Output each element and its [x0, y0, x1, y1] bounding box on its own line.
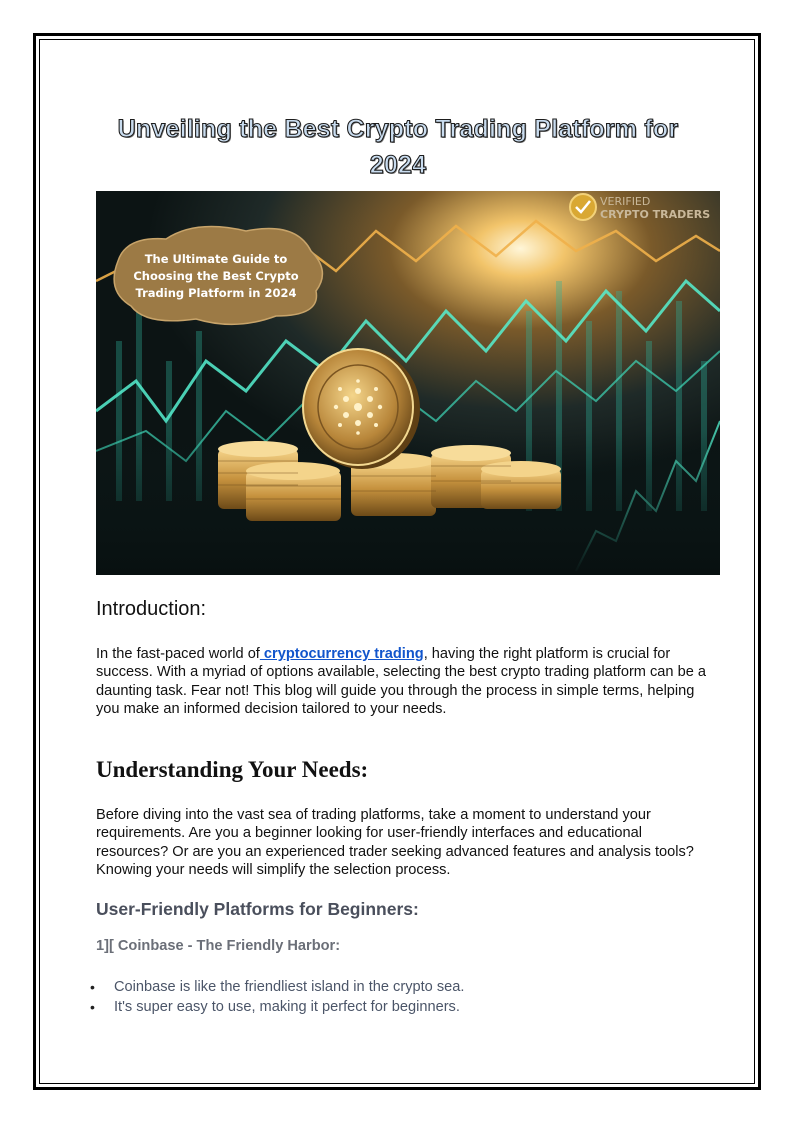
badge-line-2: Choosing the Best Crypto: [133, 269, 299, 283]
list-item: [90, 997, 696, 1017]
badge-line-3: Trading Platform in 2024: [135, 286, 297, 300]
needs-heading: Understanding Your Needs:: [96, 757, 369, 782]
coinbase-bullet-list: [90, 977, 696, 1017]
guide-badge: [114, 227, 322, 325]
needs-paragraph: Before diving into the vast sea of trading platforms, take a moment to understand your requirements. Are you a beginner looking for user-friendly interfaces and educational resources? Or are you an experienced trader seeking advanced features and analysis tools? Knowing your needs will simplify the selection process.: [96, 807, 694, 879]
intro-heading: Introduction:: [96, 598, 207, 620]
list-item: [90, 977, 696, 997]
cryptocurrency-trading-link[interactable]: cryptocurrency trading: [259, 646, 424, 662]
coinbase-heading: 1][ Coinbase - The Friendly Harbor:: [96, 938, 341, 954]
bullet-icon: •: [90, 999, 95, 1015]
hero-image: [96, 191, 720, 575]
beginners-heading: User-Friendly Platforms for Beginners:: [96, 899, 419, 919]
intro-text-after: , having the right platform is crucial for success. With a myriad of options available, selecting the best crypto trading platform can be a daunting task. Fear not! This blog will guide you through the process in simple terms, helping you make an informed decision tailored to your needs.: [96, 646, 707, 718]
brand-line-1: VERIFIED: [600, 195, 651, 208]
bullet-text: It's super easy to use, making it perfect for beginners.: [114, 999, 460, 1015]
page-title: Unveiling the Best Crypto Trading Platform for 2024: [117, 114, 679, 179]
brand-line-2: CRYPTO TRADERS: [600, 208, 711, 221]
intro-paragraph: [96, 645, 708, 719]
intro-text-before: In the fast-paced world of: [96, 646, 260, 662]
hero-illustration: [96, 191, 720, 575]
bullet-icon: •: [90, 979, 95, 995]
bullet-text: Coinbase is like the friendliest island in the crypto sea.: [114, 979, 465, 995]
badge-line-1: The Ultimate Guide to: [144, 252, 288, 266]
